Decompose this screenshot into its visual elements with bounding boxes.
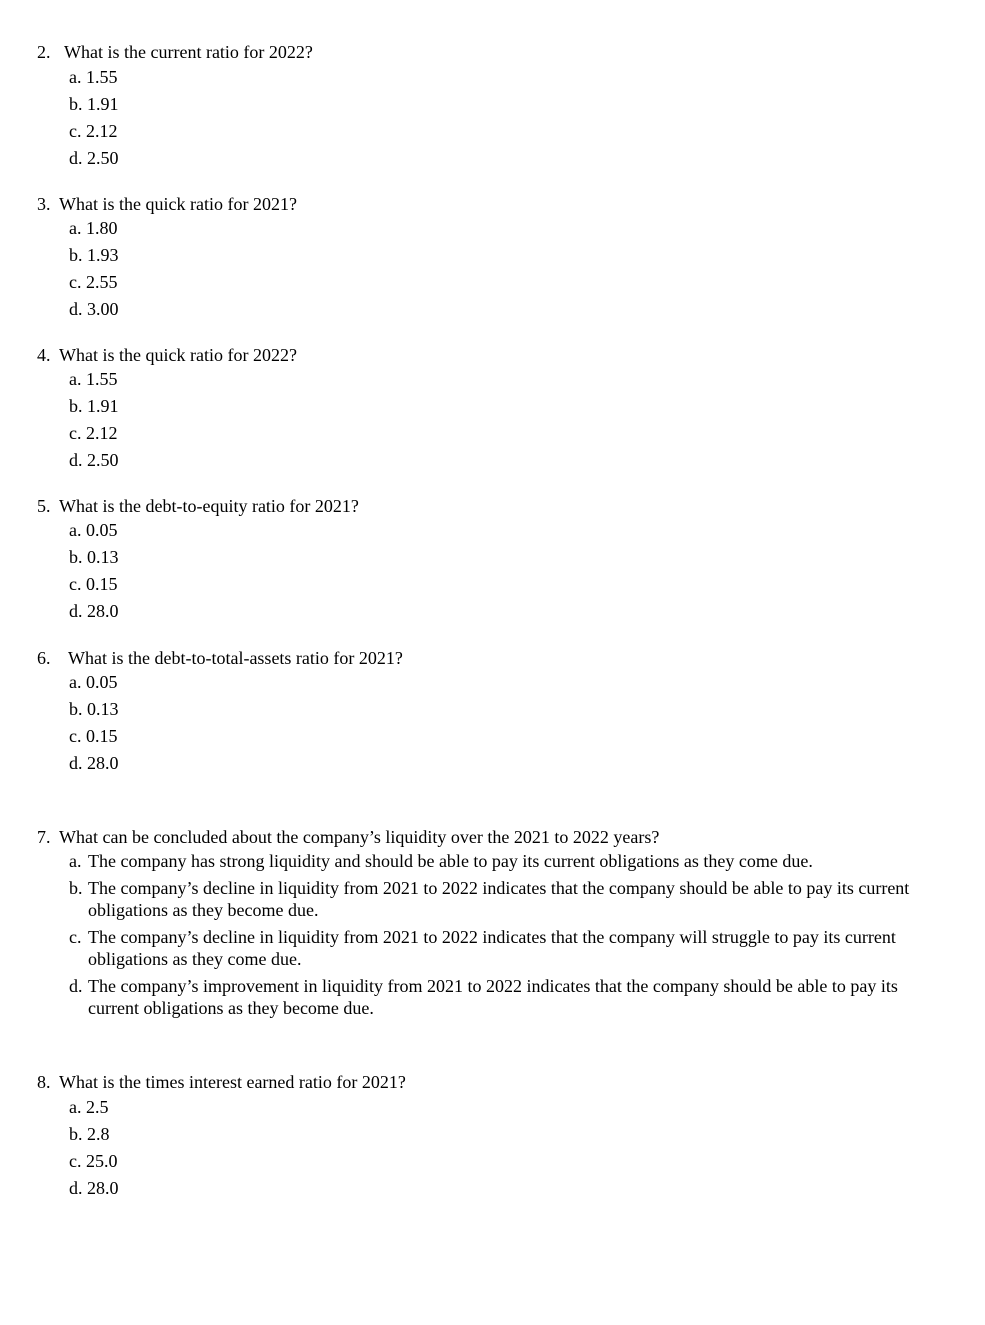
question-text: What is the times interest earned ratio for 2021?: [59, 1072, 406, 1092]
option-d: d. 3.00: [69, 299, 119, 319]
option-c: c. The company’s decline in liquidity from 2021 to 2022 indicates that the company will struggle to pay its current obligations as they come due.: [69, 927, 896, 969]
option-b: b. 0.13: [69, 699, 119, 719]
option-a: a. 0.05: [69, 520, 118, 540]
question-text: What can be concluded about the company’s liquidity over the 2021 to 2022 years?: [59, 827, 660, 847]
option-d: d. 2.50: [69, 148, 119, 168]
option-c: c. 2.12: [69, 423, 118, 443]
option-a: a. 1.55: [69, 369, 118, 389]
question-number: 5.: [37, 496, 51, 516]
question-number: 4.: [37, 345, 51, 365]
option-a: a. 2.5: [69, 1097, 109, 1117]
question-text: What is the current ratio for 2022?: [64, 42, 313, 62]
option-c: c. 0.15: [69, 574, 118, 594]
question-number: 6.: [37, 648, 51, 668]
question-2-stem: [37, 41, 313, 63]
option-d: d. 28.0: [69, 1178, 119, 1198]
option-b: b. 1.91: [69, 396, 119, 416]
option-c: c. 25.0: [69, 1151, 118, 1171]
question-8-stem: [37, 1071, 406, 1093]
question-text: What is the debt-to-total-assets ratio for 2021?: [68, 648, 403, 668]
question-4-stem: [37, 344, 297, 366]
question-5-stem: [37, 495, 359, 517]
option-d: d. The company’s improvement in liquidity from 2021 to 2022 indicates that the company should be able to pay its current obligations as they become due.: [69, 976, 898, 1018]
option-b: b. The company’s decline in liquidity from 2021 to 2022 indicates that the company should be able to pay its current obligations as they become due.: [69, 878, 910, 920]
question-text: What is the quick ratio for 2021?: [59, 194, 297, 214]
option-c: c. 2.55: [69, 272, 118, 292]
question-6-stem: [37, 647, 403, 669]
option-a: a. 0.05: [69, 672, 118, 692]
option-c: c. 2.12: [69, 121, 118, 141]
question-text: What is the debt-to-equity ratio for 2021?: [59, 496, 359, 516]
question-number: 3.: [37, 194, 51, 214]
option-a: a. 1.80: [69, 218, 118, 238]
option-d: d. 28.0: [69, 601, 119, 621]
option-d: d. 28.0: [69, 753, 119, 773]
option-b: b. 0.13: [69, 547, 119, 567]
question-number: 2.: [37, 42, 51, 62]
question-number: 8.: [37, 1072, 51, 1092]
question-7-stem: [37, 826, 659, 848]
option-c: c. 0.15: [69, 726, 118, 746]
question-text: What is the quick ratio for 2022?: [59, 345, 297, 365]
question-number: 7.: [37, 827, 51, 847]
option-b: b. 1.91: [69, 94, 119, 114]
option-b: b. 1.93: [69, 245, 119, 265]
option-b: b. 2.8: [69, 1124, 110, 1144]
option-a: a. The company has strong liquidity and should be able to pay its current obligations as they come due.: [69, 851, 813, 871]
option-a: a. 1.55: [69, 67, 118, 87]
question-3-stem: [37, 193, 297, 215]
option-d: d. 2.50: [69, 450, 119, 470]
